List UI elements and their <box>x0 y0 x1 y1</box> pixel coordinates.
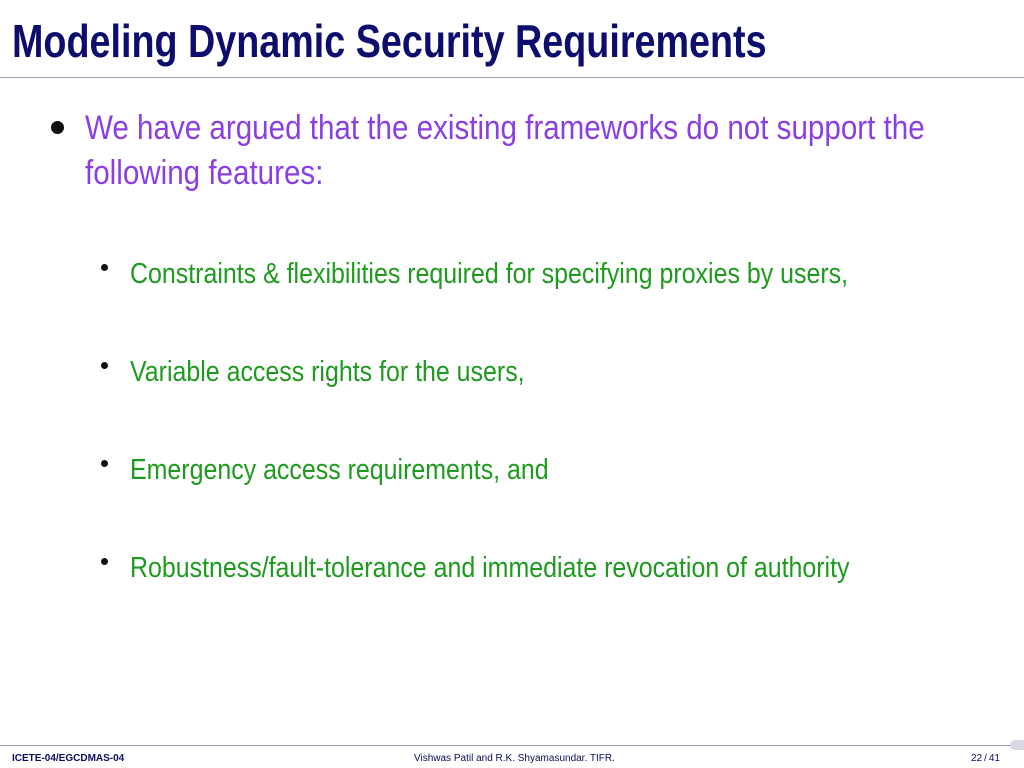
sub-bullet-item <box>98 550 998 590</box>
sub-bullet-item <box>98 452 998 492</box>
sub-bullet-item <box>98 354 998 394</box>
slide-title: Modeling Dynamic Security Requirements <box>12 15 767 67</box>
main-bullet-text: We have argued that the existing frameworks do not support the following features: <box>85 109 925 192</box>
page-separator: / <box>984 753 987 764</box>
footer-authors: Vishwas Patil and R.K. Shyamasundar. TIFR. <box>414 753 615 764</box>
sub-bullet-text: Variable access rights for the users, <box>130 356 525 388</box>
bullet-dot-icon <box>51 121 64 134</box>
sub-bullet-text: Robustness/fault-tolerance and immediate revocation of authority <box>130 552 850 584</box>
sub-bullet-text: Constraints & flexibilities required for specifying proxies by users, <box>130 258 849 290</box>
sub-bullet-text: Emergency access requirements, and <box>130 454 549 486</box>
slide-corner-decoration <box>1010 740 1024 750</box>
sub-bullet-dot-icon <box>101 362 108 369</box>
main-bullet <box>48 106 978 196</box>
footer-page-number <box>971 753 1000 764</box>
page-total: 41 <box>988 753 1000 764</box>
footer-conference: ICETE-04/EGCDMAS-04 <box>12 753 125 764</box>
sub-bullet-dot-icon <box>101 460 108 467</box>
sub-bullet-dot-icon <box>101 264 108 271</box>
sub-bullet-item <box>98 256 998 296</box>
footer-divider <box>0 745 1024 746</box>
sub-bullet-dot-icon <box>101 558 108 565</box>
page-current: 22 <box>970 753 983 764</box>
title-divider <box>0 77 1024 78</box>
